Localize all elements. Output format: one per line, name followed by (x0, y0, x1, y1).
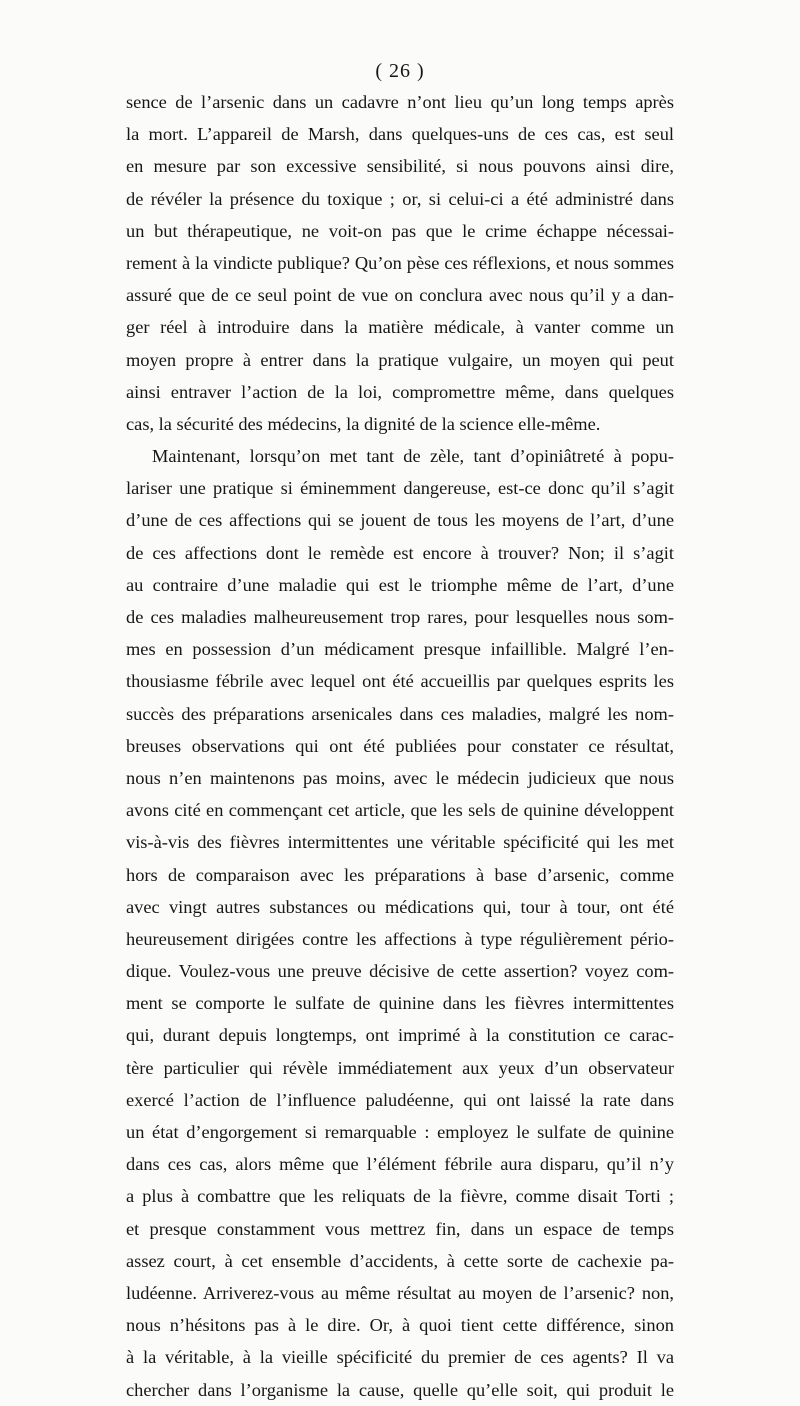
text-line: thousiasme fébrile avec lequel ont été accueillis par quelques esprits les (126, 671, 674, 692)
text-line: breuses observations qui ont été publiées pour constater ce résultat, (126, 735, 674, 756)
text-line: hors de comparaison avec les préparations à base d’arsenic, comme (126, 864, 674, 885)
text-line: de révéler la présence du toxique ; or, si celui-ci a été administré dans (126, 188, 674, 209)
book-page (126, 58, 674, 1406)
paragraph-last-line: cas, la sécurité des médecins, la dignité de la science elle-même. (126, 413, 601, 434)
text-line: assuré que de ce seul point de vue on conclura avec nous qu’il y a dan- (126, 285, 674, 306)
text-line: avons cité en commençant cet article, que les sels de quinine développent (126, 800, 674, 821)
text-line: ludéenne. Arriverez-vous au même résultat au moyen de l’arsenic? non, (126, 1282, 674, 1303)
text-line: mes en possession d’un médicament presque infaillible. Malgré l’en- (126, 639, 674, 660)
text-line: la mort. L’appareil de Marsh, dans quelques-uns de ces cas, est seul (126, 124, 674, 145)
text-line: succès des préparations arsenicales dans ces maladies, malgré les nom- (126, 703, 674, 724)
text-line: au contraire d’une maladie qui est le triomphe même de l’art, d’une (126, 574, 674, 595)
text-line: ainsi entraver l’action de la loi, compromettre même, dans quelques (126, 381, 674, 402)
text-line: rement à la vindicte publique? Qu’on pèse ces réflexions, et nous sommes (126, 252, 674, 273)
text-line: ment se comporte le sulfate de quinine dans les fièvres intermittentes (126, 993, 674, 1014)
text-line: un but thérapeutique, ne voit-on pas que le crime échappe nécessai- (126, 220, 674, 241)
text-line: d’une de ces affections qui se jouent de tous les moyens de l’art, d’une (126, 510, 674, 531)
text-line: de ces affections dont le remède est encore à trouver? Non; il s’agit (126, 542, 674, 563)
text-line: un état d’engorgement si remarquable : employez le sulfate de quinine (126, 1122, 674, 1142)
text-line: vis-à-vis des fièvres intermittentes une véritable spécificité qui les met (126, 832, 674, 853)
text-line: dique. Voulez-vous une preuve décisive de cette assertion? voyez com- (126, 961, 674, 982)
text-line: tère particulier qui révèle immédiatement aux yeux d’un observateur (126, 1057, 674, 1078)
text-line: à la véritable, à la vieille spécificité du premier de ces agents? Il va (126, 1347, 674, 1368)
text-line: lariser une pratique si éminemment dangereuse, est-ce donc qu’il s’agit (126, 478, 674, 499)
text-line: avec vingt autres substances ou médications qui, tour à tour, ont été (126, 896, 674, 917)
text-line: exercé l’action de l’influence paludéenne, qui ont laissé la rate dans (126, 1089, 674, 1110)
text-line: ger réel à introduire dans la matière médicale, à vanter comme un (126, 317, 674, 338)
text-line: en mesure par son excessive sensibilité, si nous pouvons ainsi dire, (126, 156, 674, 177)
text-line: heureusement dirigées contre les affections à type régulièrement pério- (126, 928, 674, 949)
text-line: chercher dans l’organisme la cause, quelle qu’elle soit, qui produit le (126, 1379, 674, 1400)
text-line: dans ces cas, alors même que l’élément fébrile aura disparu, qu’il n’y (126, 1154, 674, 1175)
text-line: nous n’hésitons pas à le dire. Or, à quoi tient cette différence, sinon (126, 1315, 674, 1336)
text-line: et presque constamment vous mettrez fin, dans un espace de temps (126, 1218, 674, 1239)
text-line: de ces maladies malheureusement trop rares, pour lesquelles nous som- (126, 607, 674, 627)
body-text (126, 86, 674, 1406)
text-line: qui, durant depuis longtemps, ont imprimé à la constitution ce carac- (126, 1025, 674, 1046)
text-line: moyen propre à entrer dans la pratique vulgaire, un moyen qui peut (126, 349, 674, 370)
text-line: sence de l’arsenic dans un cadavre n’ont lieu qu’un long temps après (126, 92, 674, 112)
text-line: a plus à combattre que les reliquats de la fièvre, comme disait Torti ; (126, 1186, 674, 1207)
page-number: ( 26 ) (375, 60, 425, 82)
text-line: assez court, à cet ensemble d’accidents, à cette sorte de cachexie pa- (126, 1250, 674, 1271)
paragraph-first-line: Maintenant, lorsqu’on met tant de zèle, tant d’opiniâtreté à popu- (152, 446, 674, 467)
text-line: nous n’en maintenons pas moins, avec le médecin judicieux que nous (126, 767, 674, 788)
